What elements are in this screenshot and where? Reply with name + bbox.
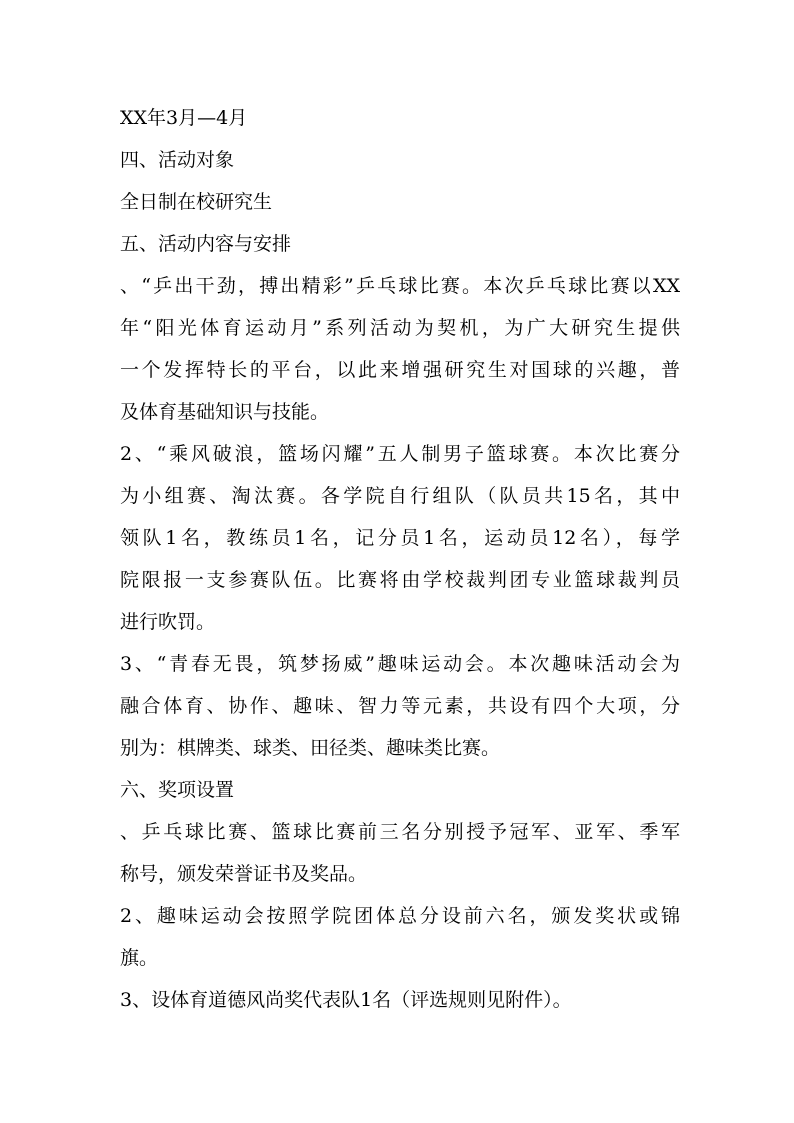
activity-period-line: XX年3月—4月 <box>120 107 248 129</box>
participants-text: 全日制在校研究生 <box>120 191 273 213</box>
item3-line2: 融合体育、协作、趣味、智力等元素，共设有四个大项，分 <box>120 695 680 717</box>
award1-line1: 、乒乓球比赛、篮球比赛前三名分别授予冠军、亚军、季军 <box>120 821 680 843</box>
award3-line1: 3、设体育道德风尚奖代表队1名（评选规则见附件）。 <box>120 989 572 1011</box>
item2-line2: 为小组赛、淘汰赛。各学院自行组队（队员共15名，其中 <box>120 485 680 507</box>
item1-line3: 一个发挥特长的平台，以此来增强研究生对国球的兴趣，普 <box>120 359 680 381</box>
section-heading-content: 五、活动内容与安排 <box>120 233 292 255</box>
item1-line2: 年“阳光体育运动月”系列活动为契机，为广大研究生提供 <box>120 317 680 339</box>
item2-line1: 2、“乘风破浪，篮场闪耀”五人制男子篮球赛。本次比赛分 <box>120 443 680 465</box>
item2-line5: 进行吹罚。 <box>120 611 216 633</box>
item1-line1: 、“乒出干劲，搏出精彩”乒乓球比赛。本次乒乓球比赛以XX <box>120 275 680 297</box>
item3-line3: 别为：棋牌类、球类、田径类、趣味类比赛。 <box>120 737 501 759</box>
item3-line1: 3、“青春无畏，筑梦扬威”趣味运动会。本次趣味活动会为 <box>120 653 680 675</box>
section-heading-awards: 六、奖项设置 <box>120 779 235 801</box>
item1-line4: 及体育基础知识与技能。 <box>120 401 330 423</box>
award2-line1: 2、趣味运动会按照学院团体总分设前六名，颁发奖状或锦 <box>120 905 680 927</box>
award2-line2: 旗。 <box>120 947 159 969</box>
section-heading-participants: 四、活动对象 <box>120 149 235 171</box>
award1-line2: 称号，颁发荣誉证书及奖品。 <box>120 863 368 885</box>
item2-line4: 院限报一支参赛队伍。比赛将由学校裁判团专业篮球裁判员 <box>120 569 680 591</box>
item2-line3: 领队1名，教练员1名，记分员1名，运动员12名），每学 <box>120 527 680 549</box>
